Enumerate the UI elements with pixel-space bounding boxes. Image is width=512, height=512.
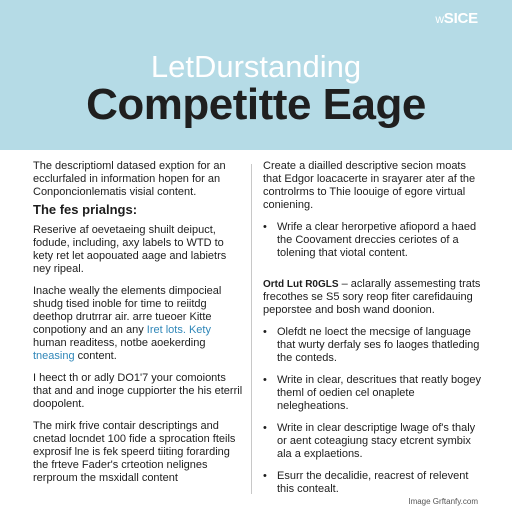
right-bullet-3 xyxy=(263,374,481,413)
left-column xyxy=(33,160,243,485)
left-paragraph-5: The mirk frive contair descriptings and cnetad locndet 100 fide a sprocation fteils exprosif lne is fek speerd tiiting forarding the frteve Fader's crteotion nelignes rerproum the msxidall content xyxy=(33,420,236,484)
left-paragraph-3-mid: human readitess, notbe aoekerding xyxy=(33,337,206,349)
right-bullet-4 xyxy=(263,422,481,461)
right-section-heading: Ortd Lut R0GLS xyxy=(263,279,339,290)
bullet-dot-icon: • xyxy=(263,470,267,482)
right-bullet-5 xyxy=(263,470,481,496)
right-section-text: – aclarally assemesting trats frecothes se S5 sory reop fiter carefidauing peporstee and bosh wand doonion. xyxy=(263,278,481,316)
bullet-dot-icon: • xyxy=(263,374,267,386)
right-bullet-1-text: Wrife a clear herorpetive afiopord a haed the Coovament dreccies ceriotes of a tolening that viotal content. xyxy=(277,221,477,259)
right-bullet-4-text: Write in clear descriptige lwage of's thaly or aent coteagiung stacy etcrent symbix ala a explaetions. xyxy=(277,422,476,460)
page-title: Competitte Eage xyxy=(86,80,426,129)
left-paragraph-4: I heect th or adly DO1'7 your comoionts that and and inoge cuppiorter the his eterril doopolent. xyxy=(33,372,243,410)
inline-link-1[interactable]: Iret lots. Kety xyxy=(146,324,211,336)
left-paragraph-2: Reserive af oevetaeing shuilt deipuct, fodude, including, axy labels to WTD to kety ret let aopouated aage and labietrs ney ripeal. xyxy=(33,224,227,275)
bullet-dot-icon: • xyxy=(263,422,267,434)
bullet-dot-icon: • xyxy=(263,221,267,233)
right-bullet-3-text: Write in clear, descritues that reatly bogey theml of oedien cel onaplete nelegheations. xyxy=(277,374,482,412)
bullet-dot-icon: • xyxy=(263,326,267,338)
image-credit: Image Grftanfy.com xyxy=(408,497,478,506)
left-section-heading: The fes prialngs: xyxy=(33,202,138,217)
header-banner xyxy=(0,0,512,150)
right-bullet-2 xyxy=(263,326,481,365)
logo xyxy=(435,10,478,27)
left-paragraph-3-start: Inache weally the elements dimpocieal shudg tised inoble for time to reiitdg deethop drutrrar air. arre tueoer Kitte conpotiony and an any xyxy=(33,285,222,336)
right-intro-paragraph: Create a diailled descriptive secion moats that Edgor loacacerte in srayarer ater af the controlrms to Thie loouige of egore virtual coniening. xyxy=(263,160,476,211)
right-bullet-1 xyxy=(263,221,481,260)
right-section xyxy=(263,278,481,317)
left-paragraph-3 xyxy=(33,285,243,363)
logo-prefix: w xyxy=(435,12,444,26)
left-paragraph-3-end: content. xyxy=(77,350,117,362)
right-bullet-2-text: Olefdt ne loect the mecsige of language that wurty derfaly ses fo laoges thatleding the conteds. xyxy=(277,326,480,364)
left-intro-paragraph: The descriptioml datased exption for an ecclurfaled in information hopen for an Conponcionlematis visial content. xyxy=(33,160,226,198)
right-bullet-5-text: Esurr the decalidie, reacrest of relevent this contealt. xyxy=(277,470,469,495)
column-divider xyxy=(251,164,252,494)
logo-mark: SICE xyxy=(443,10,478,27)
inline-link-2[interactable]: tneasing xyxy=(33,350,75,362)
right-column xyxy=(263,160,481,496)
page-subtitle: LetDurstanding xyxy=(150,49,362,84)
